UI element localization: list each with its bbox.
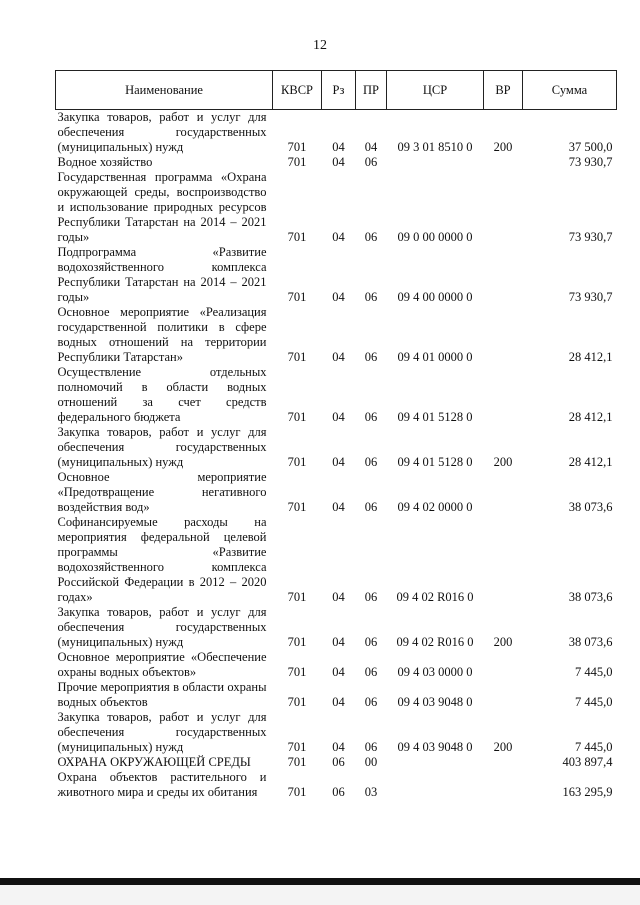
row-kvsr: 701 bbox=[287, 695, 307, 709]
row-rz: 04 bbox=[332, 500, 345, 514]
row-vr bbox=[484, 650, 523, 680]
row-rz: 04 bbox=[332, 290, 345, 304]
header-rz: Рз bbox=[322, 71, 356, 110]
row-kvsr: 701 bbox=[287, 290, 307, 304]
row-vr bbox=[484, 305, 523, 365]
bottom-scan-edge bbox=[0, 878, 640, 885]
table-row bbox=[56, 245, 617, 305]
row-sum: 163 295,9 bbox=[562, 785, 613, 799]
row-rz: 04 bbox=[332, 155, 345, 169]
row-kvsr: 701 bbox=[287, 155, 307, 169]
header-vr: ВР bbox=[484, 71, 523, 110]
row-csr: 09 4 03 9048 0 bbox=[397, 740, 473, 754]
row-csr: 09 4 02 R016 0 bbox=[396, 590, 474, 604]
row-sum: 7 445,0 bbox=[575, 695, 613, 709]
budget-table bbox=[55, 70, 617, 800]
row-kvsr: 701 bbox=[287, 410, 307, 424]
row-csr: 09 4 00 0000 0 bbox=[397, 290, 473, 304]
row-name: Закупка товаров, работ и услуг для обеспечения государственных (муниципальных) нужд bbox=[57, 425, 267, 469]
row-vr: 200 bbox=[493, 740, 513, 754]
row-pr: 06 bbox=[364, 155, 378, 169]
row-rz: 04 bbox=[332, 695, 345, 709]
row-vr bbox=[484, 155, 523, 170]
row-name: Охрана объектов растительного и животного мира и среды их обитания bbox=[57, 770, 267, 799]
table-row bbox=[56, 710, 617, 755]
table-row bbox=[56, 365, 617, 425]
row-name: Основное мероприятие «Обеспечение охраны водных объектов» bbox=[57, 650, 267, 679]
table-row bbox=[56, 170, 617, 245]
row-csr: 09 3 01 8510 0 bbox=[397, 140, 473, 154]
row-name: Софинансируемые расходы на мероприятия федеральной целевой программы «Развитие водохозяйственного комплекса Российской Федерации в 2012 – 2020 годах» bbox=[57, 515, 267, 604]
row-pr: 06 bbox=[364, 500, 378, 514]
row-pr: 06 bbox=[364, 290, 378, 304]
table-row bbox=[56, 605, 617, 650]
row-vr bbox=[484, 515, 523, 605]
row-sum: 38 073,6 bbox=[568, 590, 613, 604]
row-rz: 04 bbox=[332, 665, 345, 679]
row-csr bbox=[387, 770, 484, 800]
row-name: Государственная программа «Охрана окружающей среды, воспроизводство и использование природных ресурсов Республики Татарстан на 2014 – 2021 годы» bbox=[57, 170, 267, 244]
row-vr: 200 bbox=[493, 455, 513, 469]
row-pr: 06 bbox=[364, 410, 378, 424]
row-kvsr: 701 bbox=[287, 755, 307, 769]
row-sum: 28 412,1 bbox=[568, 410, 613, 424]
row-vr bbox=[484, 680, 523, 710]
row-pr: 00 bbox=[364, 755, 378, 769]
header-csr: ЦСР bbox=[387, 71, 484, 110]
row-sum: 28 412,1 bbox=[568, 455, 613, 469]
table-row bbox=[56, 770, 617, 800]
row-kvsr: 701 bbox=[287, 590, 307, 604]
row-kvsr: 701 bbox=[287, 500, 307, 514]
header-kvsr: КВСР bbox=[273, 71, 322, 110]
row-rz: 04 bbox=[332, 140, 345, 154]
row-name: Осуществление отдельных полномочий в области водных отношений за счет средств федерального бюджета bbox=[57, 365, 267, 424]
row-pr: 03 bbox=[364, 785, 378, 799]
row-sum: 7 445,0 bbox=[575, 740, 613, 754]
row-vr bbox=[484, 470, 523, 515]
row-rz: 06 bbox=[332, 755, 345, 769]
row-name: Прочие мероприятия в области охраны водных объектов bbox=[57, 680, 267, 709]
row-vr bbox=[484, 755, 523, 770]
row-sum: 7 445,0 bbox=[575, 665, 613, 679]
row-kvsr: 701 bbox=[287, 230, 307, 244]
header-name: Наименование bbox=[56, 71, 273, 110]
row-name: Закупка товаров, работ и услуг для обеспечения государственных (муниципальных) нужд bbox=[57, 110, 267, 154]
table-row bbox=[56, 470, 617, 515]
row-csr: 09 0 00 0000 0 bbox=[397, 230, 473, 244]
table-row bbox=[56, 755, 617, 770]
row-vr: 200 bbox=[493, 140, 513, 154]
table-row bbox=[56, 680, 617, 710]
row-pr: 06 bbox=[364, 350, 378, 364]
row-vr bbox=[484, 365, 523, 425]
table-row bbox=[56, 155, 617, 170]
row-sum: 28 412,1 bbox=[568, 350, 613, 364]
header-pr: ПР bbox=[356, 71, 387, 110]
row-rz: 04 bbox=[332, 740, 345, 754]
row-csr: 09 4 03 0000 0 bbox=[397, 665, 473, 679]
row-kvsr: 701 bbox=[287, 455, 307, 469]
row-sum: 73 930,7 bbox=[568, 230, 613, 244]
row-csr bbox=[387, 755, 484, 770]
row-name: Закупка товаров, работ и услуг для обеспечения государственных (муниципальных) нужд bbox=[57, 710, 267, 754]
row-pr: 06 bbox=[364, 590, 378, 604]
table-row bbox=[56, 110, 617, 156]
row-csr: 09 4 02 R016 0 bbox=[396, 635, 474, 649]
row-sum: 403 897,4 bbox=[562, 755, 613, 769]
row-pr: 06 bbox=[364, 455, 378, 469]
row-name: Подпрограмма «Развитие водохозяйственного комплекса Республики Татарстан на 2014 – 2021 годы» bbox=[57, 245, 267, 304]
row-rz: 04 bbox=[332, 230, 345, 244]
table-row bbox=[56, 650, 617, 680]
row-sum: 37 500,0 bbox=[568, 140, 613, 154]
row-csr: 09 4 01 0000 0 bbox=[397, 350, 473, 364]
page-number: 12 bbox=[313, 38, 327, 53]
row-pr: 06 bbox=[364, 665, 378, 679]
bottom-margin bbox=[0, 885, 640, 905]
row-kvsr: 701 bbox=[287, 350, 307, 364]
row-kvsr: 701 bbox=[287, 785, 307, 799]
row-rz: 04 bbox=[332, 350, 345, 364]
header-sum: Сумма bbox=[523, 71, 617, 110]
row-pr: 04 bbox=[364, 140, 378, 154]
table-row bbox=[56, 515, 617, 605]
row-pr: 06 bbox=[364, 635, 378, 649]
row-sum: 38 073,6 bbox=[568, 500, 613, 514]
row-kvsr: 701 bbox=[287, 665, 307, 679]
row-rz: 06 bbox=[332, 785, 345, 799]
row-name: Закупка товаров, работ и услуг для обеспечения государственных (муниципальных) нужд bbox=[57, 605, 267, 649]
row-rz: 04 bbox=[332, 410, 345, 424]
row-pr: 06 bbox=[364, 230, 378, 244]
row-vr: 200 bbox=[493, 635, 513, 649]
row-pr: 06 bbox=[364, 695, 378, 709]
row-name: Основное мероприятие «Реализация государственной политики в сфере водных отношений на территории Республики Татарстан» bbox=[57, 305, 267, 364]
row-vr bbox=[484, 245, 523, 305]
row-name: Водное хозяйство bbox=[57, 155, 153, 169]
row-rz: 04 bbox=[332, 455, 345, 469]
row-csr: 09 4 01 5128 0 bbox=[397, 455, 473, 469]
row-name: Основное мероприятие «Предотвращение негативного воздействия вод» bbox=[57, 470, 267, 514]
row-name: ОХРАНА ОКРУЖАЮЩЕЙ СРЕДЫ bbox=[57, 755, 251, 769]
row-kvsr: 701 bbox=[287, 140, 307, 154]
table-header-row bbox=[56, 71, 617, 110]
row-csr bbox=[387, 155, 484, 170]
row-csr: 09 4 03 9048 0 bbox=[397, 695, 473, 709]
row-sum: 38 073,6 bbox=[568, 635, 613, 649]
row-kvsr: 701 bbox=[287, 740, 307, 754]
row-vr bbox=[484, 170, 523, 245]
row-sum: 73 930,7 bbox=[568, 290, 613, 304]
row-rz: 04 bbox=[332, 590, 345, 604]
row-pr: 06 bbox=[364, 740, 378, 754]
row-csr: 09 4 02 0000 0 bbox=[397, 500, 473, 514]
row-csr: 09 4 01 5128 0 bbox=[397, 410, 473, 424]
table-row bbox=[56, 305, 617, 365]
row-vr bbox=[484, 770, 523, 800]
table-row bbox=[56, 425, 617, 470]
row-kvsr: 701 bbox=[287, 635, 307, 649]
row-sum: 73 930,7 bbox=[568, 155, 613, 169]
row-rz: 04 bbox=[332, 635, 345, 649]
